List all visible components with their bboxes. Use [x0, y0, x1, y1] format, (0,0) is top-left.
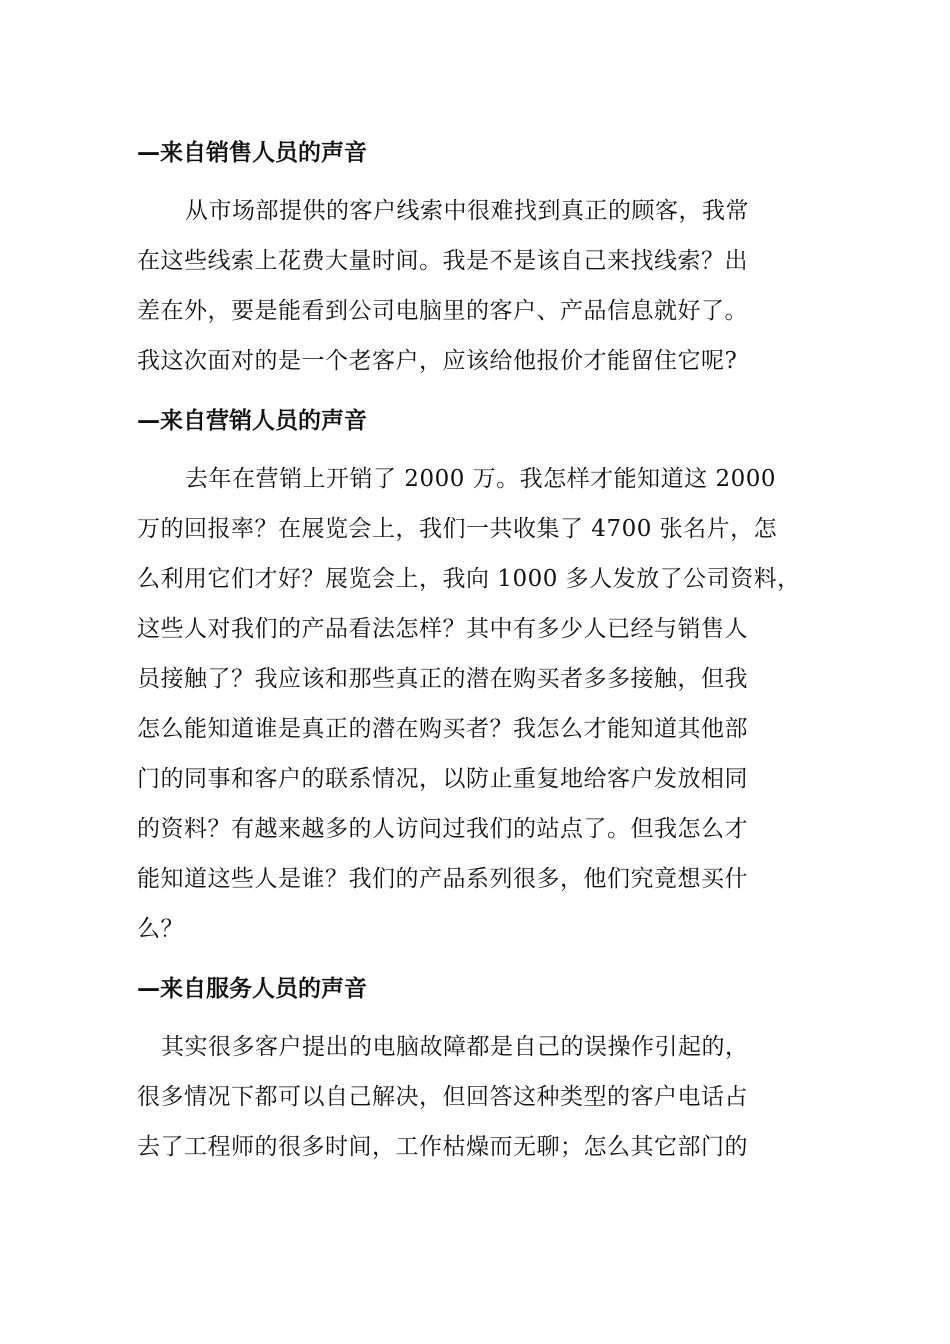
text-line: 其实很多客户提出的电脑故障都是自己的误操作引起的， [161, 1034, 749, 1060]
section-heading-marketing: —来自营销人员的声音 [137, 408, 367, 434]
paragraph-sales [137, 186, 827, 386]
text-line: 员接触了？我应该和那些真正的潜在购买者多多接触，但我 [137, 666, 748, 692]
text-line: 么利用它们才好？展览会上，我向 1000 多人发放了公司资料， [137, 566, 801, 592]
paragraph-service [137, 1022, 827, 1172]
text-line: 么？ [137, 916, 184, 942]
text-line: 很多情况下都可以自己解决，但回答这种类型的客户电话占 [137, 1084, 748, 1110]
text-line: 这些人对我们的产品看法怎样？其中有多少人已经与销售人 [137, 616, 748, 642]
text-line: 去年在营销上开销了 2000 万。我怎样才能知道这 2000 [185, 466, 776, 492]
section-heading-sales: —来自销售人员的声音 [137, 140, 367, 166]
paragraph-marketing [137, 454, 827, 954]
text-line: 我这次面对的是一个老客户，应该给他报价才能留住它呢? [137, 348, 738, 374]
text-line: 门的同事和客户的联系情况，以防止重复地给客户发放相同 [137, 766, 748, 792]
text-line: 万的回报率？在展览会上，我们一共收集了 4700 张名片，怎 [137, 516, 778, 542]
text-line: 去了工程师的很多时间，工作枯燥而无聊；怎么其它部门的 [137, 1134, 748, 1160]
text-line: 怎么能知道谁是真正的潜在购买者？我怎么才能知道其他部 [137, 716, 748, 742]
document-body [137, 128, 827, 1182]
text-line: 的资料？有越来越多的人访问过我们的站点了。但我怎么才 [137, 816, 748, 842]
text-line: 从市场部提供的客户线索中很难找到真正的顾客，我常 [185, 198, 749, 224]
text-line: 在这些线索上花费大量时间。我是不是该自己来找线索？出 [137, 248, 748, 274]
text-line: 能知道这些人是谁？我们的产品系列很多，他们究竟想买什 [137, 866, 748, 892]
section-heading-service: —来自服务人员的声音 [137, 976, 367, 1002]
text-line: 差在外，要是能看到公司电脑里的客户、产品信息就好了。 [137, 298, 748, 324]
